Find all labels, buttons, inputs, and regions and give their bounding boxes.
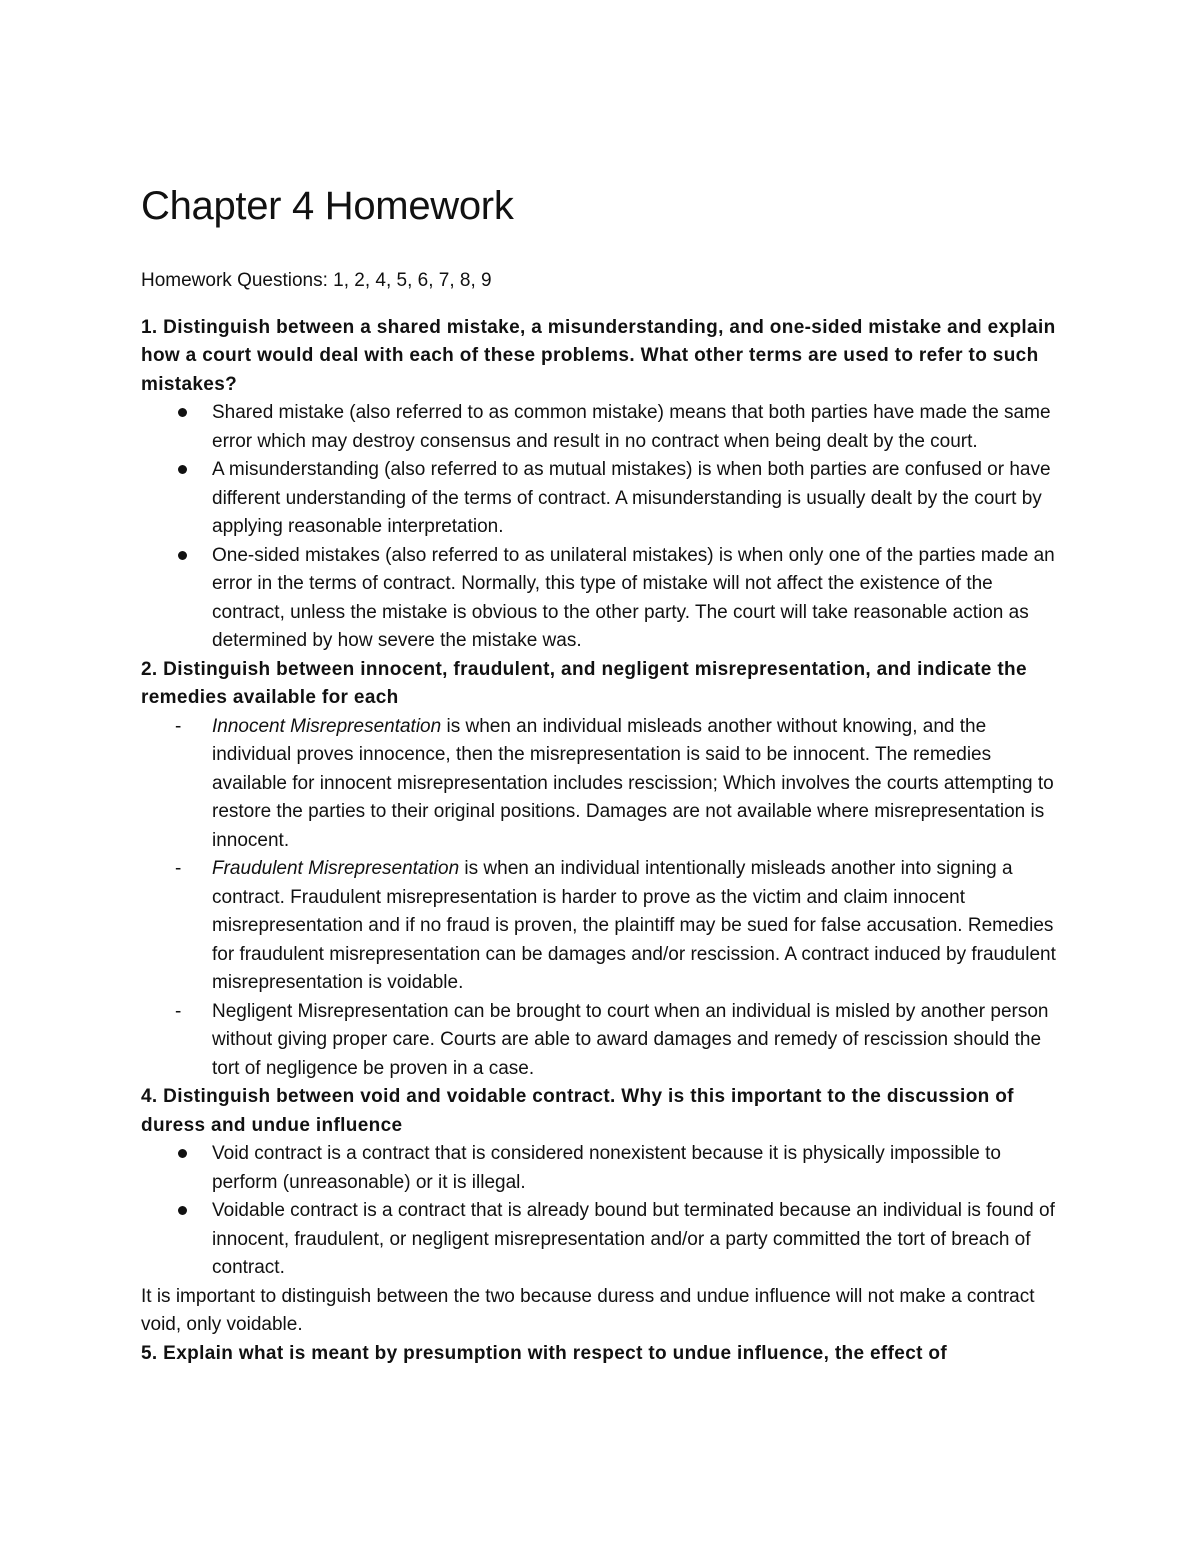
list-item [141,399,1066,456]
dash-marker: - [175,858,182,879]
list-item [141,998,1066,1084]
answer-text: One-sided mistakes (also referred to as unilateral mistakes) is when only one of the parties made an error in the terms of contract. Normally, this type of mistake will not affect the existence of the contract, unless the mistake is obvious to the other party. The court will take reasonable action as determined by how severe the mistake was. [212,544,1055,651]
question-1-answers [141,399,1066,656]
bullet-icon [178,1206,187,1215]
list-item [141,713,1066,856]
list-item [141,1140,1066,1197]
question-5: 5. Explain what is meant by presumption with respect to undue influence, the effect of [141,1342,948,1364]
question-2-answers [141,713,1066,1084]
answer-text: is when an individual intentionally misleads another into signing a contract. Fraudulent misrepresentation is harder to prove as the victim and claim innocent misrepresentation and if no fraud is proven, the plaintiff may be sued for false accusation. Remedies for fraudulent misrepresentation can be damages and/or rescission. A contract induced by fraudulent misrepresentation is voidable. [212,858,1056,993]
bullet-icon [178,551,187,560]
homework-questions-list: Homework Questions: 1, 2, 4, 5, 6, 7, 8, 9 [141,270,492,291]
answer-text: Shared mistake (also referred to as common mistake) means that both parties have made the same error which may destroy consensus and result in no contract when being dealt by the court. [212,402,1051,452]
page-title: Chapter 4 Homework [141,184,514,228]
answer-text: Void contract is a contract that is considered nonexistent because it is physically impossible to perform (unreasonable) or it is illegal. [212,1143,1001,1193]
list-item [141,456,1066,542]
term-innocent-misrepresentation: Innocent Misrepresentation [212,715,442,737]
question-4: 4. Distinguish between void and voidable contract. Why is this important to the discussion of duress and undue influence [141,1086,1014,1136]
document-page [141,182,1066,1368]
question-1: 1. Distinguish between a shared mistake, a misunderstanding, and one-sided mistake and explain how a court would deal with each of these problems. What other terms are used to refer to such mistakes? [141,316,1056,395]
bullet-icon [178,1149,187,1158]
list-item [141,1197,1066,1283]
list-item [141,542,1066,656]
answer-text: A misunderstanding (also referred to as mutual mistakes) is when both parties are confused or have different understanding of the terms of contract. A misunderstanding is usually dealt by the court by applying reasonable interpretation. [212,459,1051,537]
question-4-answers [141,1140,1066,1283]
dash-marker: - [175,1000,182,1022]
question-4-conclusion: It is important to distinguish between the two because duress and undue influence will not make a contract void, only voidable. [141,1285,1035,1335]
list-item [141,855,1066,998]
dash-marker: - [175,715,182,737]
answer-text: Negligent Misrepresentation can be brought to court when an individual is misled by another person without giving proper care. Courts are able to award damages and remedy of rescission should the tort of negligence be proven in a case. [212,1000,1049,1079]
bullet-icon [178,408,187,417]
bullet-icon [178,465,187,474]
question-2: 2. Distinguish between innocent, fraudulent, and negligent misrepresentation, and indicate the remedies available for each [141,658,1027,708]
answer-text: Voidable contract is a contract that is already bound but terminated because an individual is found of innocent, fraudulent, or negligent misrepresentation and/or a party committed the tort of breach of contract. [212,1200,1055,1278]
term-fraudulent-misrepresentation: Fraudulent Misrepresentation [212,858,460,879]
answer-text: is when an individual misleads another without knowing, and the individual proves innocence, then the misrepresentation is said to be innocent. The remedies available for innocent misrepresentation includes rescission; Which involves the courts attempting to restore the parties to their original positions. Damages are not available where misrepresentation is innocent. [212,715,1054,851]
